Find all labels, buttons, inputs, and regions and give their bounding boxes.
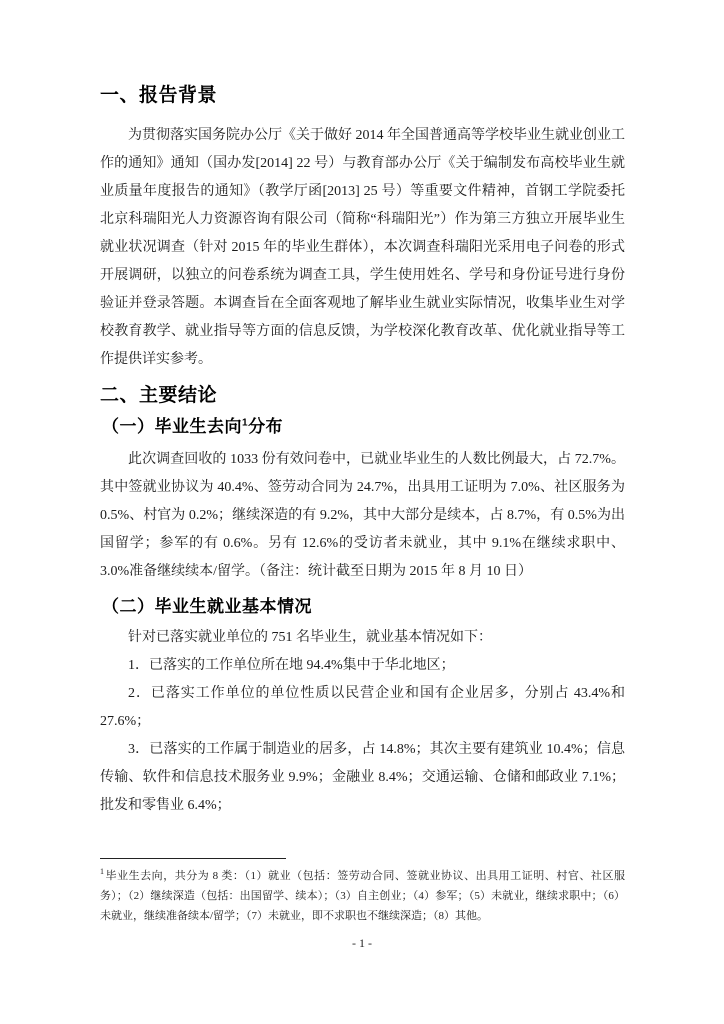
section-2-2-item-2: 2．已落实工作单位的单位性质以民营企业和国有企业居多，分别占 43.4%和 27.6%； (100, 686, 625, 729)
section-2-1-paragraph: 此次调查回收的 1033 份有效问卷中，已就业毕业生的人数比例最大，占 72.7%。其中签就业协议为 40.4%、签劳动合同为 24.7%，出具用工证明为 7.0%、社区服务为 0.5%、村官为 0.2%；继续深造的有 9.2%，其中大部分是续本，占 8.7%，有 0.5%为出国留学；参军的有 0.6%。另有 12.6%的受访者未就业，其中 9.1%在继续求职中、3.0%准备继续续本/留学。（备注：统计截至日期为 2015 年 8 月 10 日） (100, 452, 625, 579)
section-2-2-item-1: 1．已落实的工作单位所在地 94.4%集中于华北地区； (128, 658, 455, 673)
footnote-number: 1 (100, 867, 104, 877)
section-2-2-item-3: 3．已落实的工作属于制造业的居多，占 14.8%；其次主要有建筑业 10.4%；信息传输、软件和信息技术服务业 9.9%；金融业 8.4%；交通运输、仓储和邮政业 7.1%；批发和零售业 6.4%； (100, 742, 625, 813)
footnote-reference-mark: 1 (242, 417, 249, 429)
section-2-1-heading-text: （一）毕业生去向 (102, 417, 242, 436)
section-2-2-intro: 针对已落实就业单位的 751 名毕业生，就业基本情况如下： (128, 630, 492, 645)
section-1-heading: 一、报告背景 (100, 85, 218, 106)
section-2-1-heading (102, 416, 625, 438)
section-2-2-heading: （二）毕业生就业基本情况 (102, 597, 312, 616)
footnote-separator-rule (100, 858, 286, 859)
footnote-body: 毕业生去向，共分为 8 类：（1）就业（包括：签劳动合同、签就业协议、出具用工证明、村官、社区服务）；（2）继续深造（包括：出国留学、续本）；（3）自主创业；（4）参军；（5）未就业，继续求职中；（6）未就业，继续准备续本/留学；（7）未就业，即不求职也不继续深造；（8）其他。 (100, 870, 625, 922)
section-2-1-heading-text-tail: 分布 (248, 417, 284, 436)
footnote-text (100, 866, 625, 926)
section-2-heading: 二、主要结论 (100, 385, 218, 406)
page-number: - 1 - (352, 936, 372, 950)
section-1-paragraph: 为贯彻落实国务院办公厅《关于做好 2014 年全国普通高等学校毕业生就业创业工作的通知》通知（国办发[2014] 22 号）与教育部办公厅《关于编制发布高校毕业生就业质量年度报告的通知》（教学厅函[2013] 25 号）等重要文件精神，首钢工学院委托北京科瑞阳光人力资源咨询有限公司（简称“科瑞阳光”）作为第三方独立开展毕业生就业状况调查（针对 2015 年的毕业生群体），本次调查科瑞阳光采用电子问卷的形式开展调研，以独立的问卷系统为调查工具，学生使用姓名、学号和身份证号进行身份验证并登录答题。本调查旨在全面客观地了解毕业生就业实际情况，收集毕业生对学校教育教学、就业指导等方面的信息反馈，为学校深化教育改革、优化就业指导等工作提供详实参考。 (100, 128, 625, 367)
footnote-block (100, 858, 625, 926)
